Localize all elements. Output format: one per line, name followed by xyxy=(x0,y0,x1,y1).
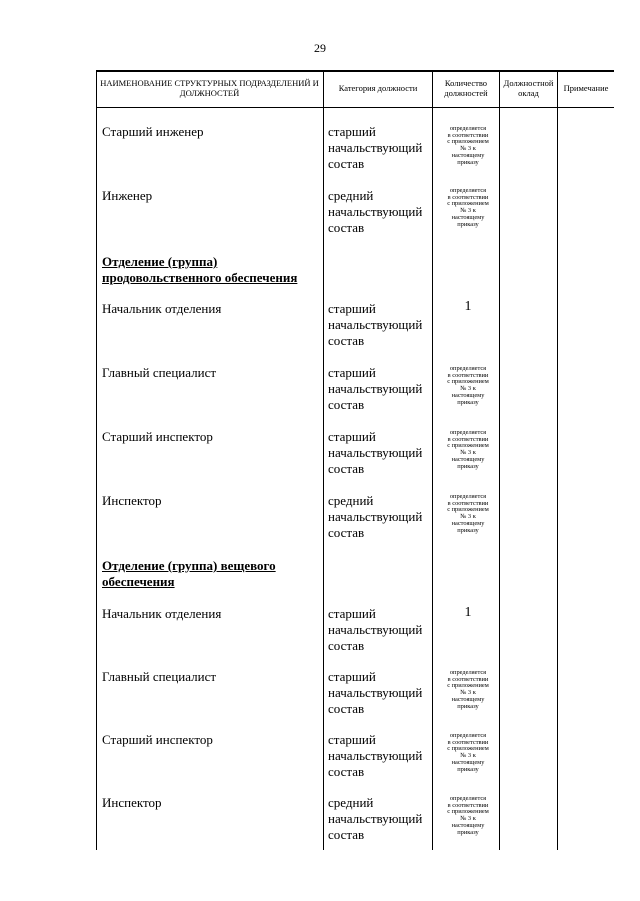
position-category: средний начальствующий состав xyxy=(328,795,423,842)
position-quantity: определяется в соответствии с приложением № 3 к настоящему приказу xyxy=(447,732,489,773)
position-quantity: определяется в соответствии с приложением № 3 к настоящему приказу xyxy=(447,429,489,470)
position-category: старший начальствующий состав xyxy=(328,365,423,412)
table-body xyxy=(96,70,614,850)
position-quantity: определяется в соответствии с приложением № 3 к настоящему приказу xyxy=(447,365,489,406)
position-category: старший начальствующий состав xyxy=(328,301,423,348)
position-name: Главный специалист xyxy=(102,669,217,684)
header-salary: Должностной оклад xyxy=(503,78,554,98)
header-name: НАИМЕНОВАНИЕ СТРУКТУРНЫХ ПОДРАЗДЕЛЕНИЙ И ДОЛЖНОСТЕЙ xyxy=(100,78,319,98)
position-quantity: определяется в соответствии с приложением № 3 к настоящему приказу xyxy=(447,795,489,836)
position-category: старший начальствующий состав xyxy=(328,669,423,716)
position-name: Старший инспектор xyxy=(102,429,213,444)
position-category: средний начальствующий состав xyxy=(328,493,423,540)
page-number: 29 xyxy=(314,41,326,55)
position-name: Главный специалист xyxy=(102,365,217,380)
position-name: Старший инженер xyxy=(102,124,204,139)
position-category: старший начальствующий состав xyxy=(328,732,423,779)
position-name: Инспектор xyxy=(102,493,162,508)
position-name: Старший инспектор xyxy=(102,732,213,747)
position-quantity: определяется в соответствии с приложением № 3 к настоящему приказу xyxy=(447,125,489,166)
position-category: старший начальствующий состав xyxy=(328,606,423,653)
position-name: Инспектор xyxy=(102,795,162,810)
position-name: Начальник отделения xyxy=(102,301,222,316)
header-quantity: Количество должностей xyxy=(444,78,488,98)
position-quantity: 1 xyxy=(464,605,472,620)
position-name: Инженер xyxy=(102,188,153,203)
position-name: Начальник отделения xyxy=(102,606,222,621)
position-quantity: определяется в соответствии с приложением № 3 к настоящему приказу xyxy=(447,669,489,710)
staff-table xyxy=(96,70,614,850)
position-category: старший начальствующий состав xyxy=(328,124,423,171)
position-category: средний начальствующий состав xyxy=(328,188,423,235)
position-quantity: 1 xyxy=(464,299,472,314)
position-quantity: определяется в соответствии с приложением № 3 к настоящему приказу xyxy=(447,493,489,534)
section-title: Отделение (группа) вещевого обеспечения xyxy=(102,558,276,589)
header-note: Примечание xyxy=(563,82,609,93)
position-quantity: определяется в соответствии с приложением № 3 к настоящему приказу xyxy=(447,187,489,228)
header-category: Категория должности xyxy=(338,82,418,93)
section-title: Отделение (группа) продовольственного обеспечения xyxy=(102,254,298,285)
position-category: старший начальствующий состав xyxy=(328,429,423,476)
